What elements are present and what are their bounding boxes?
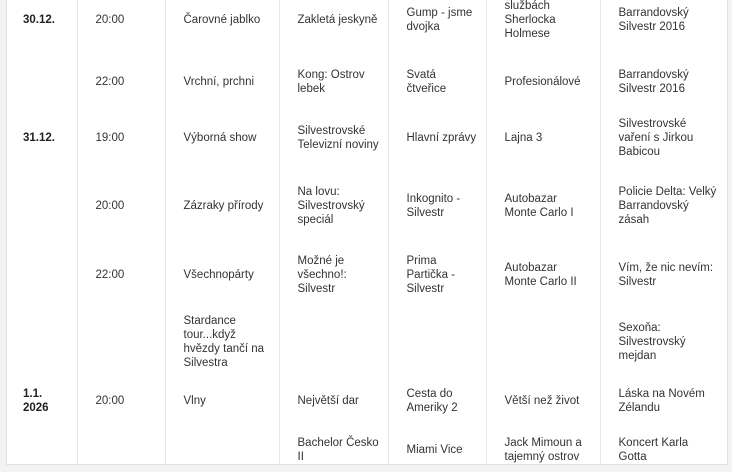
program-cell: Možné je všechno!: Silvestr: [279, 245, 388, 305]
program-cell: Silvestrovské vaření s Jirkou Babicou: [618, 118, 694, 158]
program-cell: Miami Vice: [388, 423, 486, 465]
tv-schedule-panel: [6, 0, 728, 465]
program-cell: Autobazar Monte Carlo I: [486, 167, 600, 245]
table-row: [7, 305, 727, 379]
program-cell: Láska na Novém Zélandu: [618, 388, 705, 414]
program-cell: Hlavní zprávy: [388, 109, 486, 167]
program-cell: Větší než život: [486, 379, 600, 423]
date-cell: [7, 54, 77, 109]
program-cell: Kong: Ostrov lebek: [279, 54, 388, 109]
program-cell: Největší dar: [279, 379, 388, 423]
program-cell: [388, 305, 486, 379]
time-cell: 19:00: [77, 109, 165, 167]
program-cell: Svatá čtveřice: [388, 54, 486, 109]
time-cell: 20:00: [77, 167, 165, 245]
program-cell: Prima Partička - Silvestr: [388, 245, 486, 305]
time-cell: [77, 423, 165, 465]
program-cell: Barrandovský Silvestr 2016: [618, 7, 689, 33]
program-cell: Profesionálové: [486, 54, 600, 109]
program-cell: Sexoňa: Silvestrovský mejdan: [618, 322, 686, 362]
program-cell: Čarovné jablko: [165, 0, 279, 54]
program-cell: Všechnopárty: [165, 245, 279, 305]
program-cell: Autobazar Monte Carlo II: [486, 245, 600, 305]
program-cell: Zázraky přírody: [165, 167, 279, 245]
program-cell: Koncert Karla Gotta: [618, 437, 689, 463]
date-cell: [7, 245, 77, 305]
time-cell: 20:00: [77, 0, 165, 54]
program-cell: Na lovu: Silvestrovský speciál: [279, 167, 388, 245]
program-cell: [279, 305, 388, 379]
program-cell: Policie Delta: Velký Barrandovský zásah: [618, 186, 717, 226]
time-cell: [77, 305, 165, 379]
date-cell: 30.12.: [7, 0, 77, 54]
program-cell: Vím, že nic nevím: Silvestr: [618, 262, 714, 288]
program-cell: Inkognito - Silvestr: [388, 167, 486, 245]
program-cell: Bachelor Česko II: [279, 423, 388, 465]
time-cell: 22:00: [77, 54, 165, 109]
program-cell: Gump - jsme dvojka: [388, 0, 486, 54]
date-cell: 1.1. 2026: [7, 379, 77, 423]
date-cell: [7, 423, 77, 465]
program-cell: Barrandovský Silvestr 2016: [618, 68, 689, 95]
time-cell: 20:00: [77, 379, 165, 423]
program-cell: službách Sherlocka Holmese: [486, 0, 600, 54]
program-cell: Silvestrovské Televizní noviny: [279, 109, 388, 167]
program-cell: Stardance tour...když hvězdy tančí na Silvestra: [165, 305, 279, 379]
table-row: [7, 423, 727, 465]
table-row: [7, 379, 727, 423]
table-row: [7, 109, 727, 167]
program-cell: Jack Mimoun a tajemný ostrov: [486, 423, 600, 465]
table-row: [7, 0, 727, 54]
table-row: [7, 54, 727, 109]
program-cell: Vlny: [165, 379, 279, 423]
program-cell: Vrchní, prchni: [165, 54, 279, 109]
time-cell: 22:00: [77, 245, 165, 305]
program-cell: Zakletá jeskyně: [279, 0, 388, 54]
table-row: [7, 167, 727, 245]
program-cell: [486, 305, 600, 379]
program-cell: Lajna 3: [486, 109, 600, 167]
program-cell: [165, 423, 279, 465]
date-cell: 31.12.: [7, 109, 77, 167]
tv-schedule-table: [7, 0, 727, 465]
date-cell: [7, 167, 77, 245]
date-cell: [7, 305, 77, 379]
table-row: [7, 245, 727, 305]
program-cell: Cesta do Ameriky 2: [388, 379, 486, 423]
program-cell: Výborná show: [165, 109, 279, 167]
